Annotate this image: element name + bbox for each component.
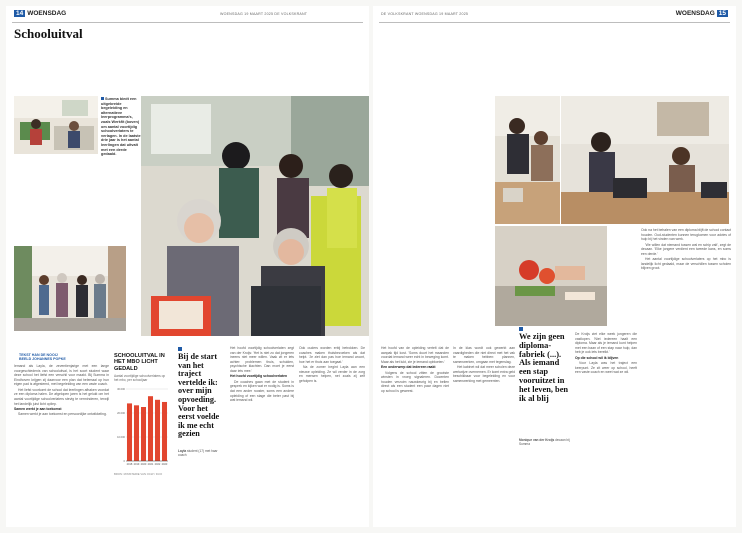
right-col3-subhead: Op die school wil ik blijven xyxy=(575,355,619,360)
quote1-name: Layla xyxy=(178,449,187,453)
quote1-attribution xyxy=(178,449,224,458)
photo-main-group xyxy=(141,96,369,336)
left-col1-subhead: Samen werkt je aan toekomst xyxy=(14,406,62,411)
chart-x-tick-label: 2023 xyxy=(161,463,168,467)
left-col1-para-3: Samen werkt je aan toekomst en persoonlijke ontwikkeling. xyxy=(18,412,107,417)
chart-bar-2018 xyxy=(127,404,132,462)
quote1-role: student (17) met haar coach xyxy=(178,449,218,458)
chart-x-tick-label: 2022 xyxy=(154,463,161,467)
pull-quote-2: We zijn geen diploma-fabriek (...). Als iemand een stap vooruitzet in het leven, ben ik al blij xyxy=(519,332,569,403)
left-col1-para-1: Iemand als Layla, de zeventienjarige met een lange voorgeschiedenis van schooluitval, is het soort student waar deze school het liefst een verschil voor maakt. Bij Summa in Eindhoven krijgen zij daarvoor een plan dat helemaal op hun eigen pad is afgestemd, met begeleiding van een vaste coach. xyxy=(14,364,109,387)
chart-x-tick-label: 2020 xyxy=(140,463,147,467)
right-header-rule xyxy=(379,22,730,23)
byline-text: TEKST HAN DE NOOIJ xyxy=(19,353,58,357)
right-col4-para-2: 'We willen dat niemand tussen wal en schip valt', zegt de decaan. 'Elke jongere verdient een tweede kans, en soms een derde.' xyxy=(641,242,731,256)
chart-bar-2022 xyxy=(155,400,160,461)
chart-bar-2020 xyxy=(141,407,146,461)
left-body-column-2 xyxy=(230,346,294,524)
chart-x-tick-label: 2019 xyxy=(133,463,140,467)
page-headline: Schooluitval xyxy=(14,26,83,41)
chart-y-tick-label: 10.000 xyxy=(117,436,125,440)
left-body-column-3 xyxy=(299,346,365,524)
byline xyxy=(19,353,66,362)
right-col4-para-1: Ook na het behalen van een diploma blijft de school contact houden. Oud-studenten kunnen terugkomen voor advies of hulp bij het vinden van werk. xyxy=(641,228,731,242)
left-folio xyxy=(14,10,66,17)
right-body-column-1 xyxy=(381,346,449,524)
photo-laptops-class xyxy=(561,96,729,224)
quote2-name: Monique van der Kroijs xyxy=(519,438,555,442)
right-body-column-2 xyxy=(453,346,515,524)
chart-plot xyxy=(114,385,170,471)
left-col2-para-2: De coaches gaan met de student in gesprek en kijken wat er nodig is. Soms is dat een ander rooster, soms een andere opleiding of een stage die beter past bij wat iemand wil. xyxy=(230,379,294,403)
quote2-role: decaan bij Summa xyxy=(519,438,570,447)
right-body-column-4 xyxy=(641,228,731,524)
chart-bar-2021 xyxy=(148,396,153,461)
chart-bar-2023 xyxy=(162,402,167,461)
right-col4-para-3: Het aantal voortijdige schoolverlaters op het mbo is landelijk licht gedaald, maar de verschillen tussen scholen blijven groot. xyxy=(641,257,731,271)
left-body-column-1 xyxy=(14,364,109,524)
quote1-marker xyxy=(178,347,182,351)
chart-source: BRON: MINISTERIE VAN OCW / DUO xyxy=(114,472,163,477)
left-col3-para-2: Na de zomer begint Layla aan een nieuwe opleiding. Ze wil verder in de zorg en mensen helpen, net zoals zij zelf geholpen is. xyxy=(299,365,365,383)
right-col2-para-1: In de klas wordt ook gewerkt aan vaardigheden die niet direct met het vak te maken hebben: plannen, samenwerken, omgaan met tegenslag. xyxy=(453,346,515,364)
right-page-number: 15 xyxy=(718,10,726,17)
right-col1-para-1: Het hoofd van de opleiding vertelt dat de aanpak tijd kost. 'Soms duurt het maanden voordat iemand weer echt in beweging komt. Maar als het lukt, zie je iemand opbloeien.' xyxy=(381,346,449,364)
byline-photos: BEELD JOHANNES POPKE xyxy=(19,357,66,362)
right-col1-subhead: Een onderwerp dat iedereen raakt xyxy=(381,365,436,370)
chart-x-tick-label: 2021 xyxy=(147,463,154,467)
left-col3-para-1: Ook ouders worden erbij betrokken. De coaches maken thuisbezoeken als dat helpt. 'Je ziet dan pas hoe iemand woont, hoe het er thuis aan toegaat.' xyxy=(299,346,365,364)
photo-classroom-top xyxy=(14,96,98,154)
left-running-head: WOENSDAG 19 MAART 2025 DE VOLKSKRANT xyxy=(220,12,308,16)
right-running-head: DE VOLKSKRANT WOENSDAG 19 MAART 2025 xyxy=(381,12,469,16)
right-col3-para-2: Voor Layla was het traject een keerpunt. Ze zit weer op school, heeft een vaste coach en weet wat ze wil. xyxy=(575,361,637,375)
chart-y-tick-label: 30.000 xyxy=(117,388,125,392)
left-col1-para-2: Het liefst voorkomt de school dat leerlingen afhaken voordat ze een diploma halen. De afgelopen jaren is het gelukt om het aantal voortijdige schoolverlaters stevig te verminderen, terwijl het landelijk juist licht opliep. xyxy=(14,387,109,406)
left-col2-subhead: Het hoofd voortijdig schoolverlaten xyxy=(230,374,288,379)
photo-caption-box xyxy=(101,97,141,157)
right-col1-para-2: Volgens de school zitten de grootste winsten in vroeg signaleren. Docenten houden verzuim nauwkeurig bij en bellen direct als een student een paar dagen niet op school is geweest. xyxy=(381,370,449,393)
chart-y-tick-label: 20.000 xyxy=(117,412,125,416)
left-page-number: 14 xyxy=(16,10,24,17)
photo-students-classroom xyxy=(495,96,560,224)
left-col2-para-1: Het hoofd voortijdig schoolverlaten zegt van der Kroijs: 'Het is niet zo dat jongeren ineens niet meer willen. Vaak zit er iets achter: problemen thuis, schulden, psychische klachten. Dan moet je eerst daar iets mee.' xyxy=(230,346,294,373)
photo-walking-group xyxy=(14,246,126,331)
left-section-name: WOENSDAG xyxy=(27,10,67,17)
chart-subtitle: Aantal voortijdige schoolverlaters op het mbo, per schooljaar xyxy=(114,374,166,383)
left-header-rule xyxy=(12,22,363,23)
chart-x-tick-label: 2018 xyxy=(126,463,133,467)
chart-school-dropout xyxy=(114,353,170,507)
right-col2-para-2: Het kabinet wil dat meer scholen deze werkwijze overnemen. Er komt extra geld beschikbaar voor begeleiding en voor samenwerking met gemeenten. xyxy=(453,365,515,383)
quote2-attribution xyxy=(519,438,571,447)
right-section-name: WOENSDAG xyxy=(675,10,715,17)
photo-cooking-hands xyxy=(495,226,607,326)
left-page xyxy=(6,6,369,527)
caption-marker xyxy=(101,97,104,100)
chart-title: SCHOOLUITVAL IN HET MBO LICHT GEDALD xyxy=(114,353,165,372)
chart-y-tick-label: 0 xyxy=(123,460,125,464)
pull-quote-1: Bij de start van het traject vertelde ik: over mijn opvoeding. Voor het eerst voelde ik me echt gezien xyxy=(178,352,220,439)
quote2-marker xyxy=(519,327,523,331)
right-folio xyxy=(676,10,728,17)
right-col3-para-1: De Kroijs ziet elke week jongeren die vastlopen. 'Niet iedereen haalt een diploma. Maar als je iemand kunt helpen met een baan of een stap naar hulp, dan heb je ook iets bereikt.' xyxy=(575,332,637,355)
right-page xyxy=(373,6,736,527)
right-body-column-3 xyxy=(575,332,637,524)
chart-bar-2019 xyxy=(134,406,139,462)
photo-caption: Summa biedt een uitgebreide begeleiding en alternatieve leerprogramma's, zoals Werkfit (boven) om aantal voortijdig schoolverlaters te verlagen. In de laatste drie jaar is het aantal leerlingen dat uitvalt met een derde gedaald. xyxy=(101,97,141,157)
